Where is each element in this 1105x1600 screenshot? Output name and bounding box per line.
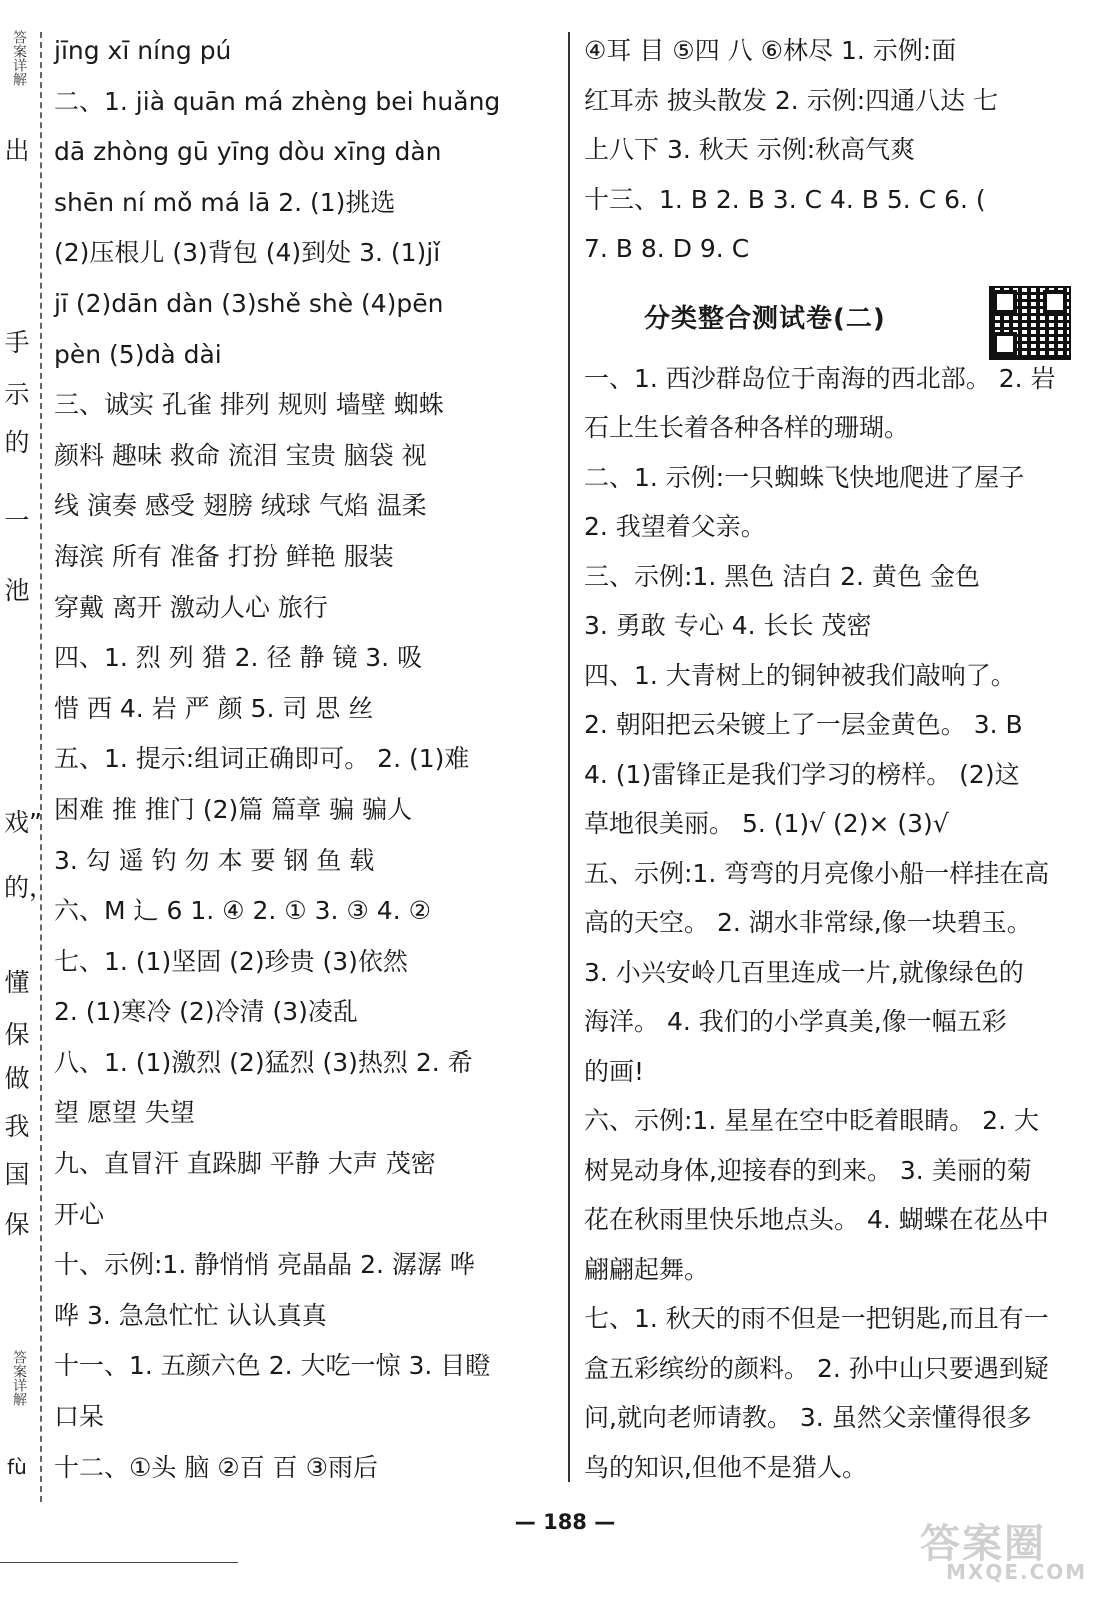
answer-line: 线 演奏 感受 翅膀 绒球 气焰 温柔 <box>54 491 427 521</box>
answer-line: 八、1. (1)激烈 (2)猛烈 (3)热烈 2. 希 <box>54 1047 473 1077</box>
answer-line: 鸟的知识,但他不是猎人。 <box>584 1452 867 1482</box>
answer-line: 九、直冒汗 直跺脚 平静 大声 茂密 <box>54 1149 436 1179</box>
answer-line: 4. (1)雷锋正是我们学习的榜样。 (2)这 <box>584 759 1020 789</box>
answer-line: 望 愿望 失望 <box>54 1098 195 1128</box>
side-char: 懂 <box>4 968 30 997</box>
answer-line: 七、1. 秋天的雨不但是一把钥匙,而且有一 <box>584 1304 1049 1333</box>
answer-line: (2)压根儿 (3)背包 (4)到处 3. (1)jǐ <box>54 238 441 268</box>
answer-line: pèn (5)dà dài <box>54 339 222 369</box>
answer-line: 2. 朝阳把云朵镀上了一层金黄色。 3. B <box>584 710 1023 739</box>
answer-line: 颜料 趣味 救命 流泪 宝贵 脑袋 视 <box>54 440 427 470</box>
answer-line: 五、示例:1. 弯弯的月亮像小船一样挂在高 <box>584 858 1050 888</box>
side-char: fù <box>7 1455 27 1479</box>
answer-line: dā zhòng gū yīng dòu xīng dàn <box>54 137 442 167</box>
answer-line: 哗 3. 急急忙忙 认认真真 <box>54 1300 327 1330</box>
answer-line: 困难 推 推门 (2)篇 篇章 骗 骗人 <box>54 794 413 824</box>
left-column <box>54 30 559 1497</box>
side-char: 池 <box>4 576 30 605</box>
side-char: 示 <box>4 380 30 409</box>
side-char: 做 <box>4 1064 30 1093</box>
qr-code-icon <box>989 286 1071 360</box>
answer-line: 十、示例:1. 静悄悄 亮晶晶 2. 潺潺 哗 <box>54 1250 475 1280</box>
answer-line: 口呆 <box>54 1402 105 1432</box>
column-divider <box>568 32 570 1482</box>
side-char: 国 <box>4 1160 30 1189</box>
page-number: — 188 — <box>514 1510 616 1534</box>
answer-line: 海洋。 4. 我们的小学真美,像一幅五彩 <box>584 1007 1007 1036</box>
answer-line: 四、1. 大青树上的铜钟被我们敲响了。 <box>584 660 1016 690</box>
side-label-top: 答案详解 <box>11 30 27 86</box>
side-char: 保 <box>4 1020 30 1049</box>
bottom-rule <box>0 1562 238 1563</box>
answer-line: shēn ní mǒ má lā 2. (1)挑选 <box>54 187 396 217</box>
answer-line: 开心 <box>54 1199 105 1229</box>
answer-line: jī (2)dān dàn (3)shě shè (4)pēn <box>54 288 444 318</box>
answer-line: 惜 西 4. 岩 严 颜 5. 司 思 丝 <box>54 693 374 723</box>
side-char: 戏” <box>4 808 42 837</box>
watermark-url: MXQE.COM <box>946 1560 1088 1584</box>
watermark-logo <box>906 1510 1096 1590</box>
section-header <box>584 286 1105 356</box>
side-label-bottom: 答案详解 <box>11 1350 27 1406</box>
answer-line: 树晃动身体,迎接春的到来。 3. 美丽的菊 <box>584 1155 1032 1185</box>
side-char: 的， <box>4 873 55 902</box>
answer-line: 三、诚实 孔雀 排列 规则 墙壁 蜘蛛 <box>54 390 444 420</box>
side-char: 的 <box>4 428 30 457</box>
answer-line: 七、1. (1)坚固 (2)珍贵 (3)依然 <box>54 946 408 976</box>
answer-line: 花在秋雨里快乐地点头。 4. 蝴蝶在花丛中 <box>584 1205 1049 1234</box>
answer-line: 三、示例:1. 黑色 洁白 2. 黄色 金色 <box>584 561 980 591</box>
answer-line: 红耳赤 披头散发 2. 示例:四通八达 七 <box>584 85 999 115</box>
answer-line: 穿戴 离开 激动人心 旅行 <box>54 592 328 622</box>
watermark-text: 答案圈 <box>920 1521 1046 1567</box>
answer-line: 盒五彩缤纷的颜料。 2. 孙中山只要遇到疑 <box>584 1353 1049 1383</box>
answer-line: 2. 我望着父亲。 <box>584 512 766 541</box>
answer-line: 二、1. 示例:一只蜘蛛飞快地爬进了屋子 <box>584 462 1025 492</box>
answer-line: 高的天空。 2. 湖水非常绿,像一块碧玉。 <box>584 908 1032 937</box>
answer-line: 一、1. 西沙群岛位于南海的西北部。 2. 岩 <box>584 363 1056 393</box>
answer-line: 十二、①头 脑 ②百 百 ③雨后 <box>54 1452 379 1482</box>
answer-line: 五、1. 提示:组词正确即可。 2. (1)难 <box>54 744 470 774</box>
side-char: 我 <box>4 1112 30 1141</box>
answer-line: 的画! <box>584 1056 645 1086</box>
answer-line: 石上生长着各种各样的珊瑚。 <box>584 413 910 442</box>
side-char: 保 <box>4 1210 30 1239</box>
answer-line: 问,就向老师请教。 3. 虽然父亲懂得很多 <box>584 1403 1032 1432</box>
answer-line: 3. 勇敢 专心 4. 长长 茂密 <box>584 611 872 640</box>
answer-line: 六、示例:1. 星星在空中眨着眼睛。 2. 大 <box>584 1106 1039 1135</box>
answer-line: 2. (1)寒冷 (2)冷清 (3)凌乱 <box>54 997 358 1027</box>
side-char: 手 <box>4 328 30 357</box>
answer-line: 六、M 辶 6 1. ④ 2. ① 3. ③ 4. ② <box>54 896 432 926</box>
answer-line: 3. 小兴安岭几百里连成一片,就像绿色的 <box>584 957 1024 987</box>
answer-line: 翩翩起舞。 <box>584 1254 710 1284</box>
answer-line: 草地很美丽。 5. (1)√ (2)× (3)√ <box>584 809 949 838</box>
side-char: 一 <box>4 506 30 535</box>
answer-line: 四、1. 烈 列 猎 2. 径 静 镜 3. 吸 <box>54 643 423 673</box>
answer-line: 海滨 所有 准备 打扮 鲜艳 服装 <box>54 541 394 571</box>
side-char: 出 <box>4 136 30 165</box>
section-title: 分类整合测试卷(二) <box>644 303 886 334</box>
answer-line: 7. B 8. D 9. C <box>584 234 750 263</box>
left-dashed-divider <box>40 32 42 1502</box>
answer-line: 3. 勾 遥 钓 勿 本 要 钢 鱼 载 <box>54 845 375 875</box>
side-strip <box>0 30 55 1510</box>
answer-line: 十一、1. 五颜六色 2. 大吃一惊 3. 目瞪 <box>54 1351 491 1381</box>
answer-line: 十三、1. B 2. B 3. C 4. B 5. C 6. ( <box>584 184 986 214</box>
answer-line: jīng xī níng pú <box>54 36 232 65</box>
answer-line: 上八下 3. 秋天 示例:秋高气爽 <box>584 135 916 164</box>
answer-line: ④耳 目 ⑤四 八 ⑥林尽 1. 示例:面 <box>584 36 957 65</box>
right-column <box>584 30 1105 1496</box>
answer-line: 二、1. jià quān má zhèng bei huǎng <box>54 86 501 116</box>
